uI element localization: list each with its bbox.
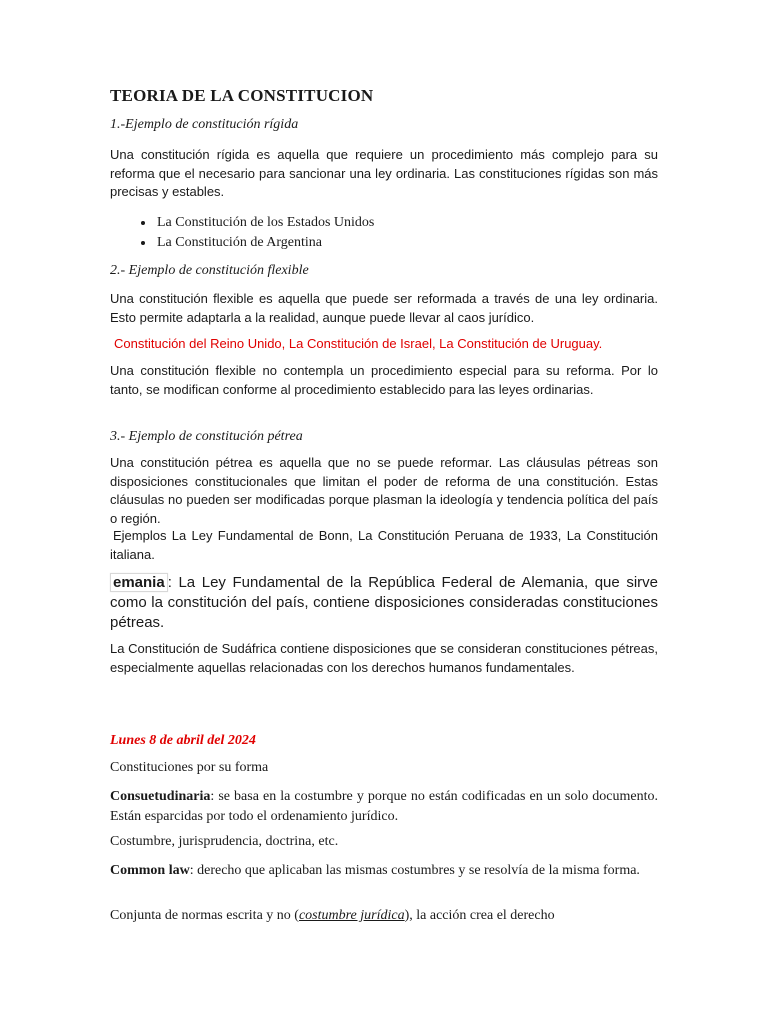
section3-examples: Ejemplos La Ley Fundamental de Bonn, La Constitución Peruana de 1933, La Constitución italiana. <box>110 528 658 562</box>
germany-text: : La Ley Fundamental de la República Federal de Alemania, que sirve como la constitución del país, contiene disposiciones consideradas constituciones pétreas. <box>110 574 658 631</box>
conjunta-post: ), la acción crea el derecho <box>404 908 555 923</box>
sources-examples: Costumbre, jurisprudencia, doctrina, etc. <box>110 834 339 849</box>
flexible-examples-red: Constitución del Reino Unido, La Constitución de Israel, La Constitución de Uruguay. <box>114 336 603 351</box>
date-heading: Lunes 8 de abril del 2024 <box>110 733 256 748</box>
list-item: • La Constitución de los Estados Unidos <box>155 213 655 233</box>
section3-heading: 3.- Ejemplo de constitución pétrea <box>110 429 303 444</box>
commonlaw-label: Common law <box>110 863 190 878</box>
conjunta-paragraph <box>110 908 658 924</box>
consuetudinaria-label: Consuetudinaria <box>110 789 211 804</box>
form-heading: Constituciones por su forma <box>110 760 269 775</box>
consuetudinaria-text: : se basa en la costumbre y porque no están codificadas en un solo documento. Están esparcidas por todo el ordenamiento jurídico. <box>110 789 658 824</box>
section2-heading: 2.- Ejemplo de constitución flexible <box>110 263 309 278</box>
conjunta-emphasis: costumbre jurídica <box>298 908 405 923</box>
section1-heading: 1.-Ejemplo de constitución rígida <box>110 117 299 132</box>
section1-paragraph: Una constitución rígida es aquella que requiere un procedimiento más complejo para su reforma que el necesario para sancionar una ley ordinaria. Las constituciones rígidas son más precisas y estables. <box>110 147 658 199</box>
section2-paragraph-2: Una constitución flexible no contempla un procedimiento especial para su reforma. Por lo tanto, se modifican conforme al procedimiento establecido para las leyes ordinarias. <box>110 363 658 397</box>
germany-paragraph <box>110 573 658 633</box>
document-title: TEORIA DE LA CONSTITUCION <box>110 86 374 105</box>
commonlaw-paragraph <box>110 861 658 881</box>
germany-label: emania <box>110 573 168 592</box>
southafrica-paragraph: La Constitución de Sudáfrica contiene disposiciones que se consideran constituciones pétreas, especialmente aquellas relacionadas con los derechos humanos fundamentales. <box>110 641 658 675</box>
section3-paragraph-1: Una constitución pétrea es aquella que no se puede reformar. Las cláusulas pétreas son disposiciones constitucionales que limitan el poder de reforma de una constitución. Estas cláusulas no pueden ser modificadas porque plasman la ideología y tendencia política del país o región. <box>110 455 658 526</box>
commonlaw-text: : derecho que aplicaban las mismas costumbres y se resolvía de la misma forma. <box>189 863 640 878</box>
list-item: • La Constitución de Argentina <box>155 233 655 253</box>
rigid-examples-list <box>130 213 655 253</box>
conjunta-pre: Conjunta de normas escrita y no ( <box>110 908 299 923</box>
section2-paragraph-1: Una constitución flexible es aquella que puede ser reformada a través de una ley ordinaria. Esto permite adaptarla a la realidad, aunque puede llevar al caos jurídico. <box>110 291 658 325</box>
consuetudinaria-paragraph <box>110 787 658 827</box>
